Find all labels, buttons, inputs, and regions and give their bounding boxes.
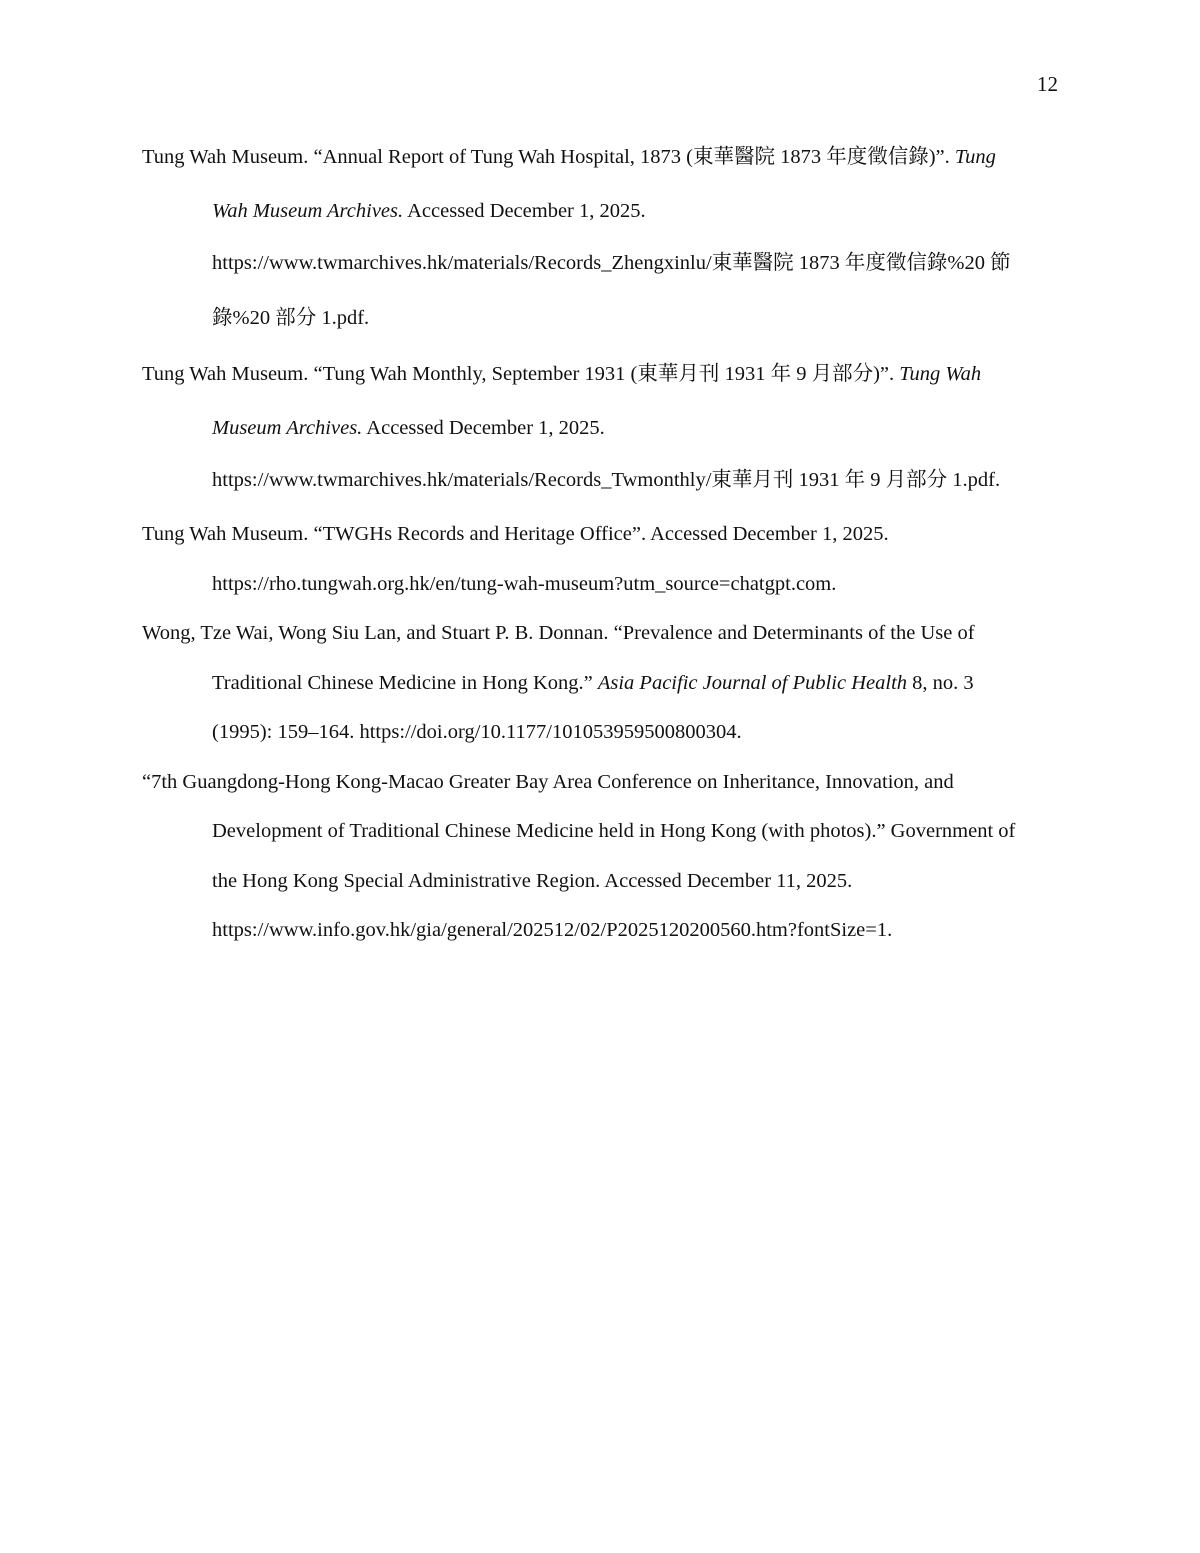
reference-italic-text: Museum Archives. [212,417,363,439]
reference-text: Accessed December 1, 2025. [403,200,646,222]
reference-1-line-4 [212,306,369,330]
reference-italic-text: Asia Pacific Journal of Public Health [597,672,908,694]
reference-3-line-2 [212,572,836,596]
reference-text: Wong, Tze Wai, Wong Siu Lan, and Stuart P. B. Donnan. “Prevalence and Determinants of the Use of [142,622,975,644]
page-number: 12 [1037,72,1058,96]
reference-text: Tung Wah Museum. “Tung Wah Monthly, September 1931 (東華月刊 1931 年 9 月部分)”. [142,363,900,385]
reference-5-line-3 [212,869,852,893]
reference-url: https://www.twmarchives.hk/materials/Records_Twmonthly/東華月刊 1931 年 9 月部分 1.pdf. [212,469,1001,491]
reference-text: Tung Wah Museum. “Annual Report of Tung Wah Hospital, 1873 (東華醫院 1873 年度徵信錄)”. [142,146,955,168]
reference-4-line-2 [212,671,974,695]
reference-5-line-1 [142,770,954,794]
reference-text: 8, no. 3 [907,672,974,694]
reference-italic-text: Tung [954,146,996,168]
reference-italic-text: Tung Wah [899,363,982,385]
reference-text: Development of Traditional Chinese Medicine held in Hong Kong (with photos).” Government of [212,820,1016,842]
reference-1-line-1 [142,145,996,169]
reference-url: 錄%20 部分 1.pdf. [212,307,370,329]
reference-5-line-2 [212,819,1015,843]
reference-4-line-1 [142,621,975,645]
reference-5-line-4 [212,918,892,942]
reference-italic-text: Wah Museum Archives. [212,200,404,222]
reference-2-line-3 [212,468,1000,492]
reference-3-line-1 [142,522,889,546]
reference-url: https://rho.tungwah.org.hk/en/tung-wah-museum?utm_source=chatgpt.com. [212,573,837,595]
reference-4-line-3 [212,720,742,744]
reference-url: https://www.twmarchives.hk/materials/Records_Zhengxinlu/東華醫院 1873 年度徵信錄%20 節 [212,252,1011,274]
reference-text: Tung Wah Museum. “TWGHs Records and Heritage Office”. Accessed December 1, 2025. [142,523,889,545]
reference-text: Traditional Chinese Medicine in Hong Kong.” [212,672,598,694]
reference-2-line-2 [212,416,605,440]
reference-url: https://www.info.gov.hk/gia/general/202512/02/P2025120200560.htm?fontSize=1. [212,919,893,941]
reference-text: “7th Guangdong-Hong Kong-Macao Greater Bay Area Conference on Inheritance, Innovation, and [142,771,954,793]
reference-1-line-2 [212,199,646,223]
reference-1-line-3 [212,251,1011,275]
reference-text: Accessed December 1, 2025. [362,417,605,439]
reference-text: the Hong Kong Special Administrative Region. Accessed December 11, 2025. [212,870,853,892]
reference-text: (1995): 159–164. https://doi.org/10.1177/101053959500800304. [212,721,742,743]
reference-2-line-1 [142,362,981,386]
